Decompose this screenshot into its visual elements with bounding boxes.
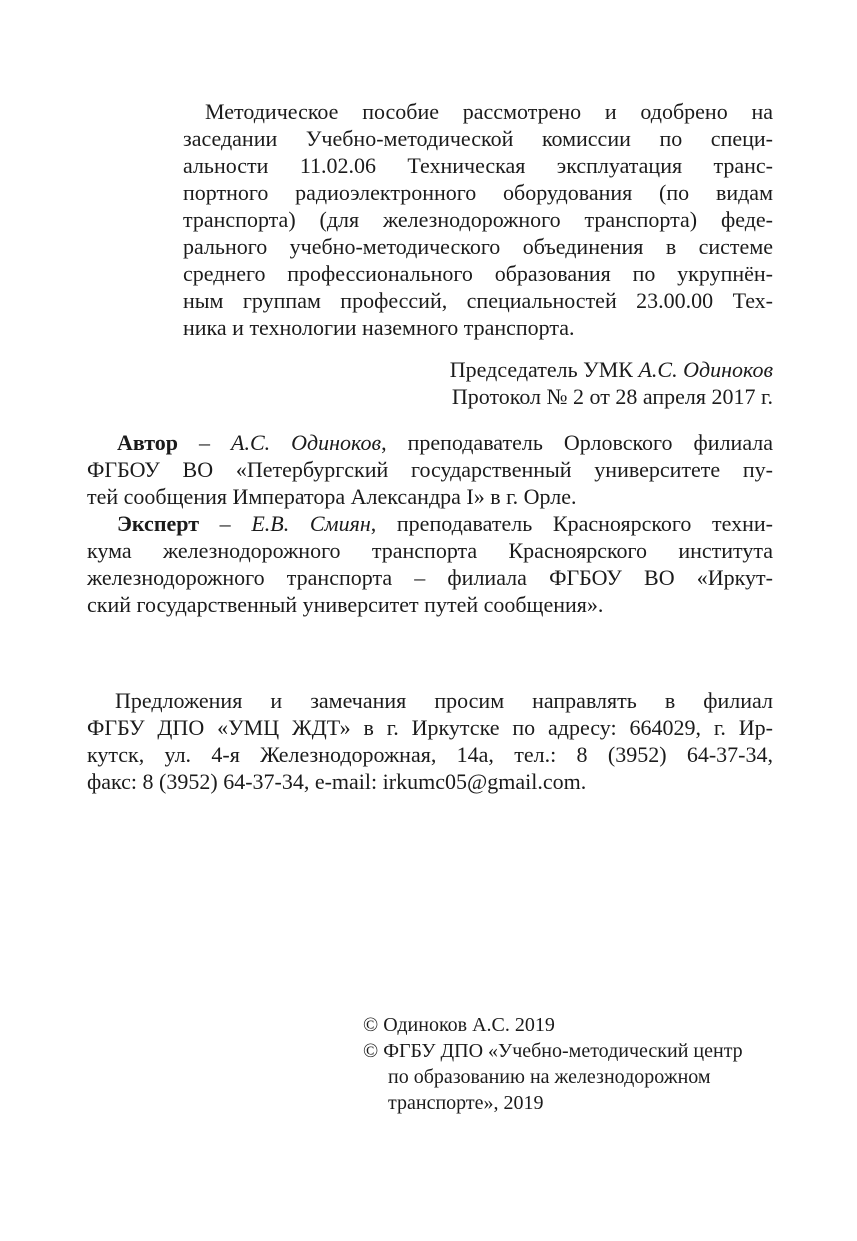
text-line [183, 125, 773, 152]
text-segment: ФГБУ ДПО «УМЦ ЖДТ» в г. Иркутске по адресу: 664029, г. Ир- [87, 715, 773, 740]
text-segment: железнодорожного транспорта – филиала ФГБОУ ВО «Иркут- [87, 565, 773, 590]
text-line [183, 179, 773, 206]
text-segment: рального учебно-методического объединения в системе [183, 234, 773, 259]
text-line [363, 1012, 803, 1038]
text-line [183, 287, 773, 314]
text-segment: – [199, 511, 252, 536]
text-line [87, 510, 773, 537]
text-segment: среднего профессионального образования по укрупнён- [183, 261, 773, 286]
author-expert-credits [87, 429, 773, 618]
text-segment: ным группам профессий, специальностей 23.00.00 Тех- [183, 288, 773, 313]
text-line [363, 1090, 803, 1116]
text-segment: © ФГБУ ДПО «Учебно-методический центр [363, 1040, 743, 1062]
text-line [183, 206, 773, 233]
text-segment: портного радиоэлектронного оборудования (по видам [183, 180, 773, 205]
chairman-signature [183, 356, 773, 410]
text-segment: Методическое пособие рассмотрено и одобрено на [205, 99, 773, 124]
bold-text: Эксперт [117, 511, 200, 536]
text-line [87, 456, 773, 483]
text-segment: – [177, 430, 231, 455]
text-segment: кутск, ул. 4-я Железнодорожная, 14а, тел.: 8 (3952) 64-37-34, [87, 742, 773, 767]
text-line [87, 564, 773, 591]
text-line [183, 260, 773, 287]
text-segment: Председатель УМК [449, 357, 639, 382]
text-segment: по образованию на железнодорожном [388, 1066, 711, 1088]
contact-paragraph [87, 687, 773, 795]
approval-paragraph [183, 98, 773, 341]
text-segment: ФГБОУ ВО «Петербургский государственный университете пу- [87, 457, 773, 482]
text-segment: заседании Учебно-методической комиссии по специ- [183, 126, 773, 151]
text-line [87, 768, 773, 795]
bold-text: Автор [117, 430, 178, 455]
text-segment: ника и технологии наземного транспорта. [183, 315, 575, 340]
text-segment: альности 11.02.06 Техническая эксплуатация транс- [183, 153, 773, 178]
text-segment: , преподаватель Красноярского техни- [370, 511, 774, 536]
text-line [87, 483, 773, 510]
text-line [183, 152, 773, 179]
text-line [183, 383, 773, 410]
text-segment: Предложения и замечания просим направлять в филиал [115, 688, 773, 713]
text-segment: тей сообщения Императора Александра I» в г. Орле. [87, 484, 577, 509]
text-line [183, 356, 773, 383]
text-segment: , преподаватель Орловского филиала [381, 430, 774, 455]
text-line [183, 98, 773, 125]
text-segment: факс: 8 (3952) 64-37-34, e-mail: irkumc05@gmail.com. [87, 769, 587, 794]
text-line [363, 1038, 803, 1064]
text-line [87, 741, 773, 768]
text-line [183, 314, 773, 341]
text-line [87, 429, 773, 456]
text-line [87, 537, 773, 564]
italic-text: А.С. Одиноков [638, 357, 773, 382]
text-line [87, 591, 773, 618]
text-segment: Протокол № 2 от 28 апреля 2017 г. [451, 384, 773, 409]
text-line [183, 233, 773, 260]
text-line [87, 714, 773, 741]
text-segment: ский государственный университет путей сообщения». [87, 592, 604, 617]
text-segment: транспорте», 2019 [388, 1092, 544, 1114]
text-segment: транспорта) (для железнодорожного транспорта) феде- [183, 207, 773, 232]
text-segment: кума железнодорожного транспорта Красноярского института [87, 538, 773, 563]
copyright-block [363, 1012, 803, 1116]
text-segment: © Одиноков А.С. 2019 [363, 1014, 555, 1036]
italic-text: Е.В. Смиян [251, 511, 371, 536]
text-line [363, 1064, 803, 1090]
italic-text: А.С. Одиноков [231, 430, 382, 455]
text-line [87, 687, 773, 714]
